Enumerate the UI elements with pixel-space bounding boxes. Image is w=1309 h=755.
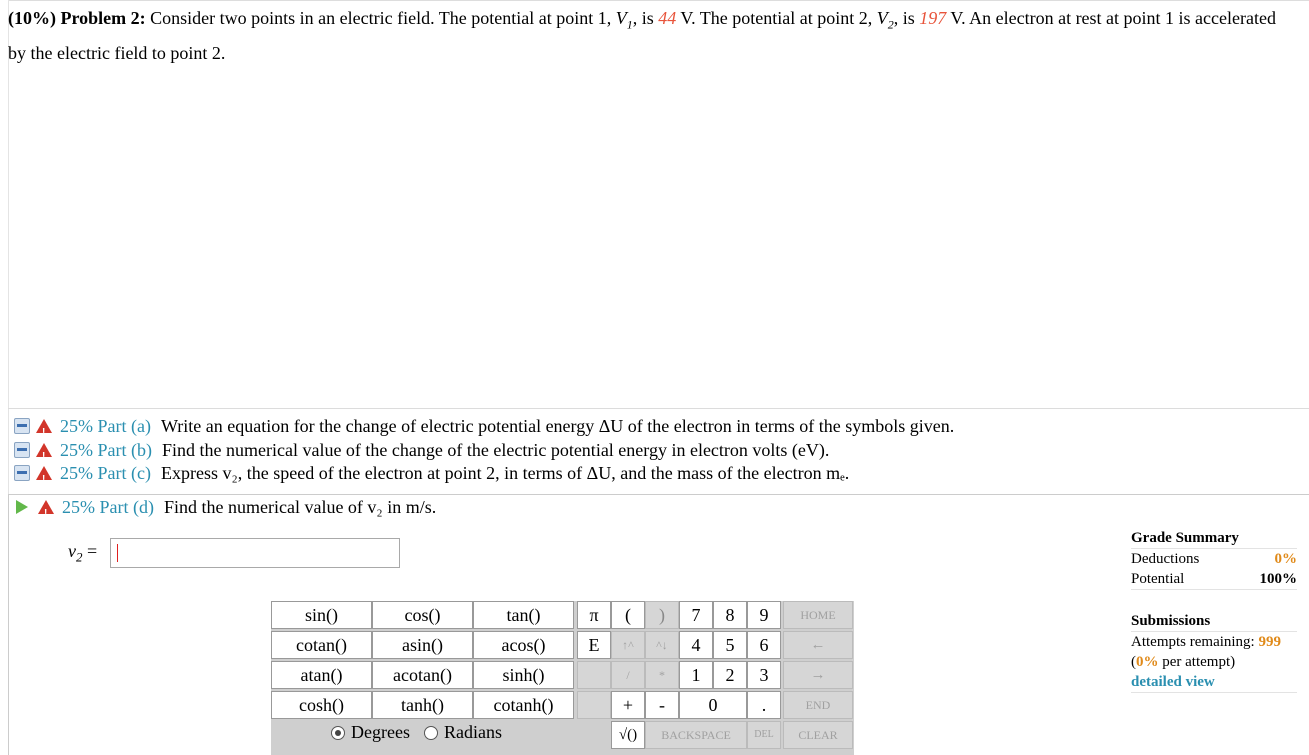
part-d-left-border [8, 494, 9, 755]
warning-icon [36, 443, 52, 457]
digit-0-button[interactable]: 0 [679, 691, 747, 719]
acotan-button[interactable]: acotan() [372, 661, 473, 689]
problem-text: , is [893, 8, 920, 28]
angle-mode-group [331, 722, 502, 743]
digit-4-button[interactable]: 4 [679, 631, 713, 659]
problem-text: V. The potential at point 2, [676, 8, 877, 28]
cotanh-button[interactable]: cotanh() [473, 691, 574, 719]
per-attempt: (0% per attempt) [1131, 654, 1236, 670]
part-c-text: Express v₂, the speed of the electron at point 2, in terms of ΔU, and the mass of the electron mₑ. [160, 463, 850, 483]
text-caret [117, 544, 118, 562]
asin-button[interactable]: asin() [372, 631, 473, 659]
blank-key [577, 691, 611, 719]
sin-button[interactable]: sin() [271, 601, 372, 629]
minus-button[interactable]: - [645, 691, 679, 719]
collapse-icon[interactable] [14, 465, 30, 481]
answer-input[interactable] [110, 538, 400, 568]
warning-icon [36, 419, 52, 433]
cotan-button[interactable]: cotan() [271, 631, 372, 659]
problem-text: Consider two points in an electric field. The potential at point 1, [145, 8, 616, 28]
v2-symbol: $V_2$ [876, 8, 894, 32]
grade-summary [1131, 528, 1297, 693]
part-b[interactable] [14, 438, 829, 462]
attempts-value: 999 [1258, 634, 1281, 650]
delete-button[interactable]: DEL [747, 721, 781, 749]
clear-button[interactable]: CLEAR [783, 721, 853, 749]
digit-7-button[interactable]: 7 [679, 601, 713, 629]
part-d-text: Find the numerical value of v₂ in m/s. [163, 497, 437, 517]
part-b-label: 25% Part (b) [60, 440, 152, 460]
cursor-left-button[interactable]: ← [783, 631, 853, 659]
acos-button[interactable]: acos() [473, 631, 574, 659]
submissions-title: Submissions [1131, 613, 1211, 629]
problem-label: (10%) Problem 2: [8, 8, 146, 28]
deductions-value: 0% [1274, 551, 1297, 567]
right-paren-button[interactable]: ) [645, 601, 679, 629]
digit-5-button[interactable]: 5 [713, 631, 747, 659]
divider [8, 408, 1309, 409]
v1-value: 44 [658, 8, 677, 28]
end-button[interactable]: END [783, 691, 853, 719]
degrees-radio[interactable] [331, 726, 345, 740]
digit-6-button[interactable]: 6 [747, 631, 781, 659]
v2-value: 197 [919, 8, 947, 28]
sinh-button[interactable]: sinh() [473, 661, 574, 689]
backspace-button[interactable]: BACKSPACE [645, 721, 747, 749]
radians-radio[interactable] [424, 726, 438, 740]
grade-summary-title: Grade Summary [1131, 530, 1239, 546]
problem-statement [8, 4, 1298, 67]
digit-3-button[interactable]: 3 [747, 661, 781, 689]
part-a[interactable] [14, 414, 954, 438]
problem-text: V. An electron at rest at point 1 is accelerated by the electric field to point 2. [8, 8, 1276, 63]
potential-row [1131, 569, 1297, 589]
warning-icon [38, 500, 54, 514]
decimal-button[interactable]: . [747, 691, 781, 719]
v1-symbol: $V_1$ [615, 8, 633, 32]
tan-button[interactable]: tan() [473, 601, 574, 629]
pi-button[interactable]: π [577, 601, 611, 629]
detailed-view-link[interactable]: detailed view [1131, 674, 1215, 690]
keypad [271, 601, 854, 755]
part-d[interactable] [14, 495, 436, 519]
collapse-icon[interactable] [14, 418, 30, 434]
digit-9-button[interactable]: 9 [747, 601, 781, 629]
part-b-text: Find the numerical value of the change of the electric potential energy in electron volts (eV). [161, 440, 830, 460]
play-icon [16, 500, 28, 514]
digit-2-button[interactable]: 2 [713, 661, 747, 689]
radians-label: Radians [443, 722, 502, 742]
warning-icon [36, 466, 52, 480]
multiply-button[interactable]: * [645, 661, 679, 689]
superscript-down-button[interactable]: ^↓ [645, 631, 679, 659]
deductions-row [1131, 549, 1297, 569]
digit-1-button[interactable]: 1 [679, 661, 713, 689]
superscript-up-button[interactable]: ↑^ [611, 631, 645, 659]
part-a-text: Write an equation for the change of electric potential energy ΔU of the electron in terms of the symbols given. [160, 416, 955, 436]
potential-label: Potential [1131, 571, 1185, 587]
potential-value: 100% [1259, 571, 1297, 587]
plus-button[interactable]: + [611, 691, 645, 719]
part-d-label: 25% Part (d) [62, 497, 154, 517]
collapse-icon[interactable] [14, 442, 30, 458]
cosh-button[interactable]: cosh() [271, 691, 372, 719]
atan-button[interactable]: atan() [271, 661, 372, 689]
tanh-button[interactable]: tanh() [372, 691, 473, 719]
cursor-right-button[interactable]: → [783, 661, 853, 689]
e-button[interactable]: E [577, 631, 611, 659]
part-c[interactable] [14, 461, 849, 485]
left-paren-button[interactable]: ( [611, 601, 645, 629]
divide-button[interactable]: / [611, 661, 645, 689]
problem-text: , is [632, 8, 659, 28]
digit-8-button[interactable]: 8 [713, 601, 747, 629]
blank-key [577, 661, 611, 689]
sqrt-button[interactable]: √() [611, 721, 645, 749]
deductions-label: Deductions [1131, 551, 1200, 567]
answer-label: $v_2$ = [68, 541, 98, 565]
attempts-remaining: Attempts remaining: 999 [1131, 634, 1281, 650]
part-a-label: 25% Part (a) [60, 416, 151, 436]
top-border [8, 0, 1309, 1]
per-attempt-value: 0% [1136, 654, 1159, 670]
degrees-label: Degrees [351, 722, 410, 742]
cos-button[interactable]: cos() [372, 601, 473, 629]
divider [1131, 692, 1297, 693]
part-c-label: 25% Part (c) [60, 463, 151, 483]
home-button[interactable]: HOME [783, 601, 853, 629]
